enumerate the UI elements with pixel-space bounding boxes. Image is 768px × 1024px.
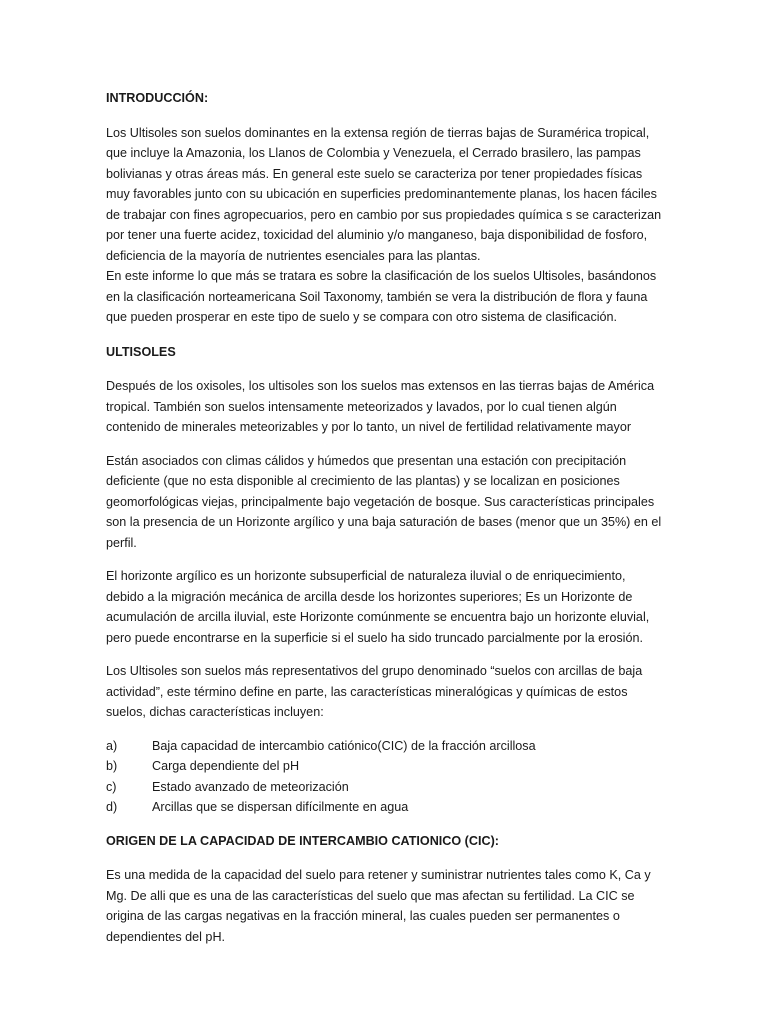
ultisoles-heading: ULTISOLES (106, 344, 176, 359)
ultisoles-paragraph-3: El horizonte argílico es un horizonte subsuperficial de naturaleza iluvial o de enriquecimiento, debido a la migración mecánica de arcilla desde los horizontes superiores; Es un Horizonte de acumulación de arcilla iluvial, este Horizonte comúnmente se encuentra bajo un horizonte eluvial, pero puede encontrarse en la superficie si el suelo ha sido truncado parcialmente por la erosión. (106, 569, 650, 645)
characteristics-list (106, 736, 662, 818)
ultisoles-paragraph-1: Después de los oxisoles, los ultisoles son los suelos mas extensos en las tierras bajas de América tropical. También son suelos intensamente meteorizados y lavados, por lo cual tienen algún contenido de minerales meteorizables y por lo tanto, un nivel de fertilidad relativamente mayor (106, 379, 655, 434)
list-item (106, 736, 662, 757)
document-page (106, 88, 662, 947)
list-item-text: Estado avanzado de meteorización (152, 779, 349, 794)
intro-heading: INTRODUCCIÓN: (106, 91, 209, 105)
list-marker: b) (106, 759, 118, 773)
list-item (106, 797, 662, 818)
list-item-text: Carga dependiente del pH (152, 759, 300, 773)
ultisoles-paragraph-4: Los Ultisoles son suelos más representativos del grupo denominado “suelos con arcillas de baja actividad”, este término define en parte, las características mineralógicas y químicas de estos suelos, dichas características incluyen: (106, 664, 643, 719)
list-item (106, 756, 662, 777)
list-item-text: Baja capacidad de intercambio catiónico(CIC) de la fracción arcillosa (152, 738, 536, 753)
ultisoles-paragraph-2: Están asociados con climas cálidos y húmedos que presentan una estación con precipitación deficiente (que no esta disponible al crecimiento de las plantas) y se localizan en posiciones geomorfológicas viejas, principalmente bajo vegetación de bosque. Sus características principales son la presencia de un Horizonte argílico y una baja saturación de bases (menor que un 35%) en el perfil. (106, 453, 662, 550)
list-marker: d) (106, 800, 118, 814)
list-marker: c) (106, 779, 117, 794)
list-marker: a) (106, 738, 118, 753)
intro-paragraph-1: Los Ultisoles son suelos dominantes en la extensa región de tierras bajas de Suramérica tropical, que incluye la Amazonia, los Llanos de Colombia y Venezuela, el Cerrado brasilero, las pampas bolivianas y otras áreas más. En general este suelo se caracteriza por tener propiedades físicas muy favorables junto con su ubicación en superficies predominantemente planas, los hacen fáciles de trabajar con fines agropecuarios, pero en cambio por sus propiedades química s se caracterizan por tener una fuerte acidez, toxicidad del aluminio y/o manganeso, baja disponibilidad de fosforo, deficiencia de la mayoría de nutrientes esenciales para las plantas. (106, 125, 662, 263)
list-item-text: Arcillas que se dispersan difícilmente en agua (152, 800, 409, 814)
intro-paragraph-2: En este informe lo que más se tratara es sobre la clasificación de los suelos Ultisoles, basándonos en la clasificación norteamericana Soil Taxonomy, también se vera la distribución de flora y fauna que pueden prosperar en este tipo de suelo y se compara con otro sistema de clasificación. (106, 269, 657, 324)
cic-paragraph-1: Es una medida de la capacidad del suelo para retener y suministrar nutrientes tales como K, Ca y Mg. De alli que es una de las características del suelo que mas afectan su fertilidad. La CIC se origina de las cargas negativas en la fracción mineral, las cuales pueden ser permanentes o dependientes del pH. (106, 868, 651, 944)
cic-heading: ORIGEN DE LA CAPACIDAD DE INTERCAMBIO CATIONICO (CIC): (106, 833, 499, 848)
list-item (106, 777, 662, 798)
